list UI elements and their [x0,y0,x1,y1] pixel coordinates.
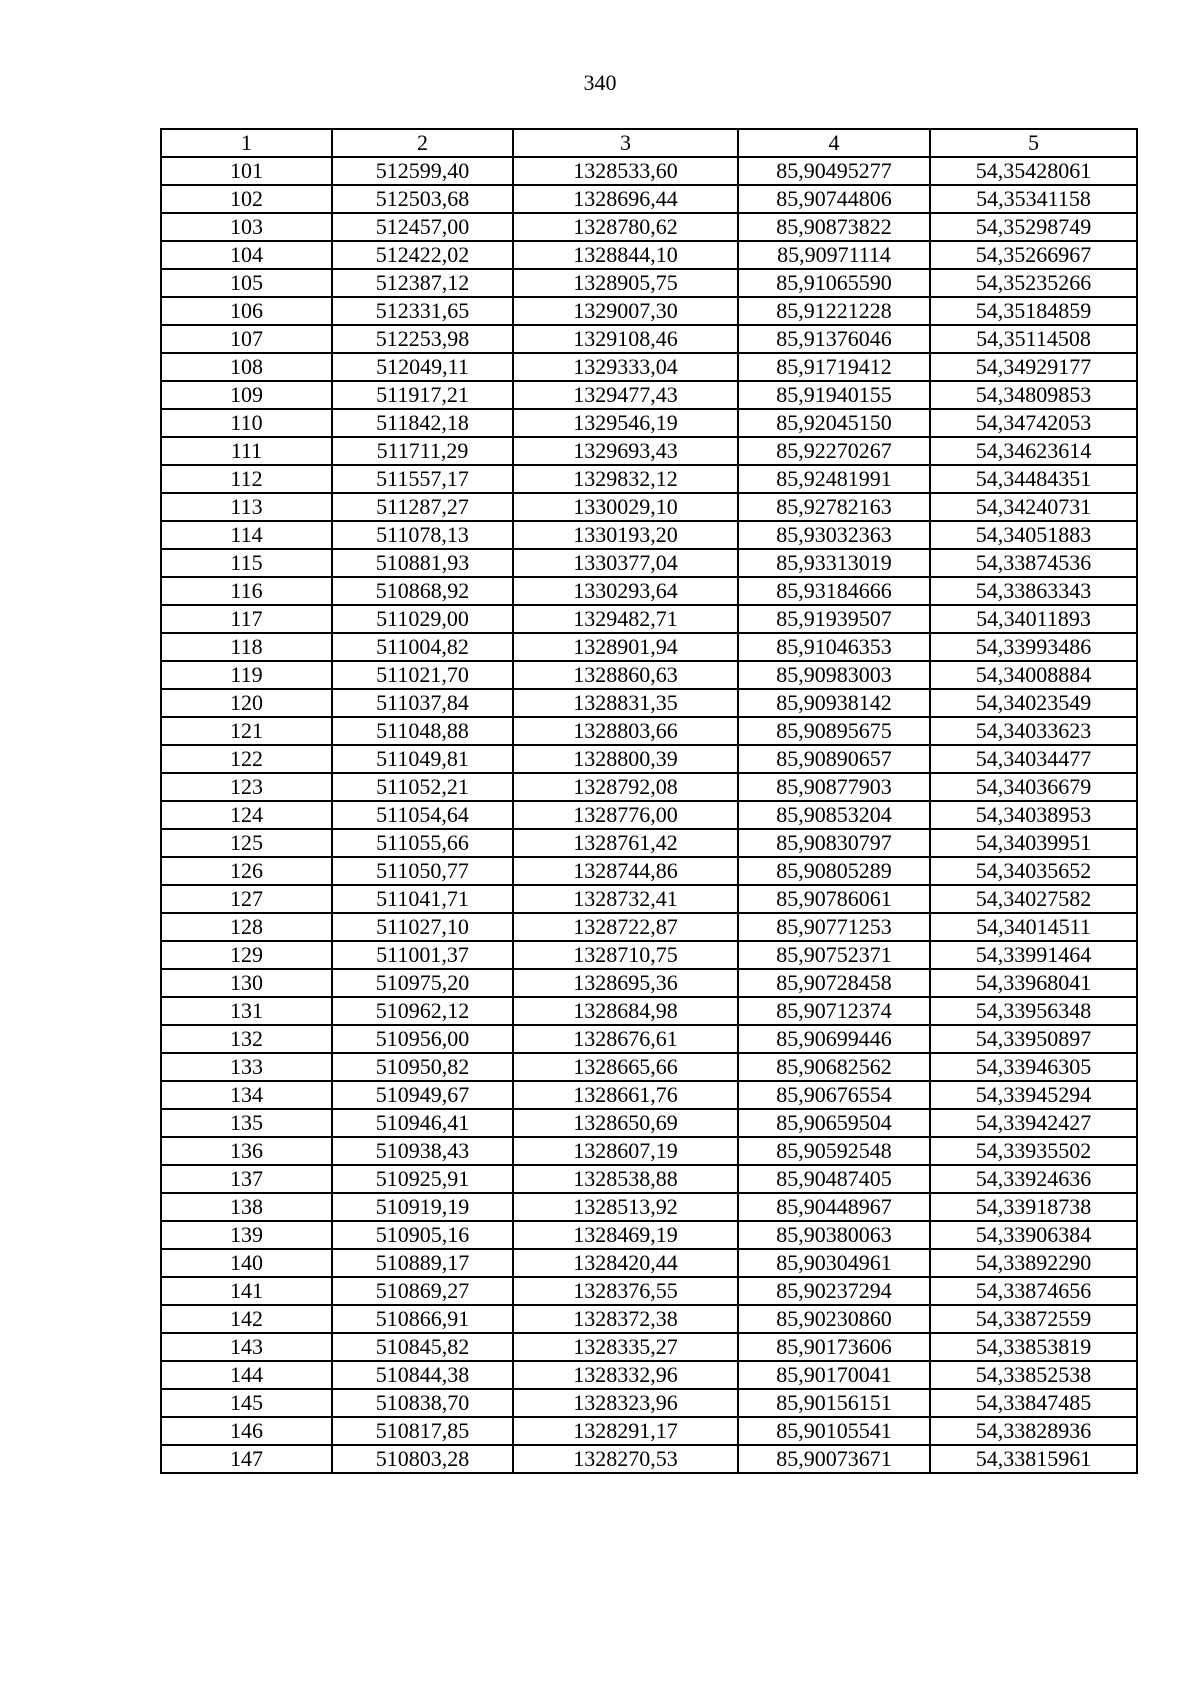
table-cell-col-1: 101 [161,157,332,185]
table-cell-col-4: 85,90073671 [738,1445,930,1473]
table-row [161,1389,1137,1417]
table-cell-col-3: 1328792,08 [513,773,738,801]
table-cell-col-2: 510889,17 [332,1249,513,1277]
table-row [161,969,1137,997]
table-cell-col-5: 54,33892290 [930,1249,1137,1277]
table-cell-col-2: 510950,82 [332,1053,513,1081]
table-cell-col-3: 1328665,66 [513,1053,738,1081]
table-row [161,745,1137,773]
table-cell-col-3: 1328469,19 [513,1221,738,1249]
table-cell-col-3: 1328744,86 [513,857,738,885]
table-cell-col-3: 1329477,43 [513,381,738,409]
table-cell-col-4: 85,90495277 [738,157,930,185]
table-cell-col-5: 54,34742053 [930,409,1137,437]
table-cell-col-4: 85,90712374 [738,997,930,1025]
table-cell-col-3: 1328695,36 [513,969,738,997]
table-cell-col-2: 512253,98 [332,325,513,353]
table-cell-col-2: 512599,40 [332,157,513,185]
table-cell-col-5: 54,35298749 [930,213,1137,241]
table-cell-col-2: 512457,00 [332,213,513,241]
table-row [161,1137,1137,1165]
table-row [161,1081,1137,1109]
table-cell-col-3: 1330293,64 [513,577,738,605]
table-cell-col-1: 146 [161,1417,332,1445]
page-number: 340 [583,70,617,95]
table-row [161,1053,1137,1081]
table-cell-col-5: 54,33874536 [930,549,1137,577]
table-cell-col-3: 1328376,55 [513,1277,738,1305]
table-cell-col-4: 85,91939507 [738,605,930,633]
table-cell-col-3: 1328901,94 [513,633,738,661]
table-cell-col-2: 512503,68 [332,185,513,213]
table-cell-col-4: 85,90873822 [738,213,930,241]
table-row [161,1305,1137,1333]
table-cell-col-1: 142 [161,1305,332,1333]
table-cell-col-2: 511078,13 [332,521,513,549]
table-cell-col-3: 1329333,04 [513,353,738,381]
table-cell-col-3: 1328780,62 [513,213,738,241]
table-cell-col-2: 510905,16 [332,1221,513,1249]
table-cell-col-2: 510845,82 [332,1333,513,1361]
table-cell-col-3: 1329482,71 [513,605,738,633]
table-cell-col-2: 511287,27 [332,493,513,521]
table-cell-col-1: 102 [161,185,332,213]
table-cell-col-4: 85,91719412 [738,353,930,381]
table-cell-col-1: 108 [161,353,332,381]
table-cell-col-2: 511021,70 [332,661,513,689]
table-cell-col-3: 1328831,35 [513,689,738,717]
table-cell-col-4: 85,93313019 [738,549,930,577]
table-row [161,241,1137,269]
table-cell-col-5: 54,34011893 [930,605,1137,633]
table-cell-col-4: 85,90659504 [738,1109,930,1137]
table-cell-col-3: 1328676,61 [513,1025,738,1053]
table-cell-col-1: 125 [161,829,332,857]
table-cell-col-5: 54,33863343 [930,577,1137,605]
table-row [161,717,1137,745]
table-cell-col-1: 122 [161,745,332,773]
table-row [161,1361,1137,1389]
table-cell-col-1: 107 [161,325,332,353]
table-row [161,493,1137,521]
table-cell-col-1: 134 [161,1081,332,1109]
table-cell-col-2: 511041,71 [332,885,513,913]
table-row [161,773,1137,801]
table-cell-col-1: 131 [161,997,332,1025]
table-cell-col-5: 54,33815961 [930,1445,1137,1473]
table-cell-col-5: 54,34034477 [930,745,1137,773]
table-cell-col-5: 54,33956348 [930,997,1137,1025]
table-cell-col-3: 1328860,63 [513,661,738,689]
table-cell-col-5: 54,35184859 [930,297,1137,325]
table-cell-col-2: 510956,00 [332,1025,513,1053]
table-cell-col-3: 1328696,44 [513,185,738,213]
table-cell-col-2: 511917,21 [332,381,513,409]
table-cell-col-3: 1328270,53 [513,1445,738,1473]
table-cell-col-3: 1328905,75 [513,269,738,297]
coordinates-table [160,128,1138,1474]
table-cell-col-1: 116 [161,577,332,605]
table-cell-col-2: 510881,93 [332,549,513,577]
table-cell-col-4: 85,90682562 [738,1053,930,1081]
table-cell-col-1: 121 [161,717,332,745]
table-row [161,325,1137,353]
table-row [161,1333,1137,1361]
table-cell-col-1: 139 [161,1221,332,1249]
table-row [161,633,1137,661]
table-row [161,801,1137,829]
table-cell-col-3: 1328607,19 [513,1137,738,1165]
table-cell-col-2: 510962,12 [332,997,513,1025]
table-cell-col-5: 54,34036679 [930,773,1137,801]
coordinates-table-body [161,129,1137,1473]
table-cell-col-4: 85,92782163 [738,493,930,521]
table-row [161,1109,1137,1137]
table-cell-col-3: 1328800,39 [513,745,738,773]
table-row [161,913,1137,941]
table-cell-col-3: 1329546,19 [513,409,738,437]
table-cell-col-5: 54,35114508 [930,325,1137,353]
table-cell-col-2: 511055,66 [332,829,513,857]
column-header-2: 2 [332,129,513,157]
table-cell-col-4: 85,90744806 [738,185,930,213]
table-cell-col-4: 85,90487405 [738,1165,930,1193]
table-row [161,185,1137,213]
table-cell-col-2: 510975,20 [332,969,513,997]
table-cell-col-1: 145 [161,1389,332,1417]
table-cell-col-2: 511049,81 [332,745,513,773]
table-cell-col-2: 511027,10 [332,913,513,941]
table-cell-col-1: 143 [161,1333,332,1361]
table-cell-col-1: 129 [161,941,332,969]
table-row [161,409,1137,437]
table-row [161,1277,1137,1305]
table-row [161,1249,1137,1277]
table-cell-col-2: 510869,27 [332,1277,513,1305]
table-row [161,605,1137,633]
table-cell-col-3: 1328420,44 [513,1249,738,1277]
table-cell-col-3: 1328710,75 [513,941,738,969]
table-cell-col-3: 1328661,76 [513,1081,738,1109]
table-row [161,1221,1137,1249]
table-cell-col-1: 140 [161,1249,332,1277]
table-row [161,1445,1137,1473]
table-cell-col-4: 85,90304961 [738,1249,930,1277]
table-cell-col-1: 132 [161,1025,332,1053]
table-cell-col-1: 127 [161,885,332,913]
table-cell-col-2: 511004,82 [332,633,513,661]
table-cell-col-2: 512331,65 [332,297,513,325]
table-cell-col-1: 112 [161,465,332,493]
table-row [161,353,1137,381]
table-cell-col-3: 1330029,10 [513,493,738,521]
table-cell-col-4: 85,91376046 [738,325,930,353]
table-row [161,997,1137,1025]
table-cell-col-5: 54,33847485 [930,1389,1137,1417]
table-cell-col-1: 120 [161,689,332,717]
table-cell-col-3: 1328722,87 [513,913,738,941]
table-cell-col-4: 85,90752371 [738,941,930,969]
table-cell-col-3: 1328761,42 [513,829,738,857]
table-cell-col-5: 54,33968041 [930,969,1137,997]
table-row [161,549,1137,577]
table-cell-col-3: 1328335,27 [513,1333,738,1361]
table-cell-col-2: 512049,11 [332,353,513,381]
table-cell-col-3: 1330193,20 [513,521,738,549]
table-cell-col-4: 85,90448967 [738,1193,930,1221]
table-row [161,521,1137,549]
table-cell-col-4: 85,90156151 [738,1389,930,1417]
table-cell-col-5: 54,35428061 [930,157,1137,185]
table-header-row [161,129,1137,157]
table-cell-col-2: 511557,17 [332,465,513,493]
table-cell-col-2: 511029,00 [332,605,513,633]
table-row [161,1417,1137,1445]
table-row [161,465,1137,493]
table-row [161,213,1137,241]
table-cell-col-1: 109 [161,381,332,409]
table-cell-col-1: 126 [161,857,332,885]
table-row [161,577,1137,605]
table-cell-col-3: 1328684,98 [513,997,738,1025]
table-row [161,689,1137,717]
table-cell-col-5: 54,34014511 [930,913,1137,941]
table-cell-col-5: 54,34929177 [930,353,1137,381]
table-cell-col-1: 110 [161,409,332,437]
table-cell-col-4: 85,91221228 [738,297,930,325]
table-cell-col-2: 511052,21 [332,773,513,801]
table-cell-col-4: 85,90805289 [738,857,930,885]
table-row [161,829,1137,857]
table-cell-col-2: 510946,41 [332,1109,513,1137]
table-cell-col-4: 85,90830797 [738,829,930,857]
table-cell-col-5: 54,34008884 [930,661,1137,689]
table-cell-col-2: 510803,28 [332,1445,513,1473]
table-row [161,857,1137,885]
table-cell-col-3: 1328323,96 [513,1389,738,1417]
table-cell-col-3: 1328332,96 [513,1361,738,1389]
table-cell-col-5: 54,33935502 [930,1137,1137,1165]
table-cell-col-4: 85,91046353 [738,633,930,661]
table-cell-col-5: 54,34033623 [930,717,1137,745]
table-cell-col-5: 54,34039951 [930,829,1137,857]
table-cell-col-3: 1328732,41 [513,885,738,913]
table-cell-col-2: 510844,38 [332,1361,513,1389]
table-cell-col-5: 54,34809853 [930,381,1137,409]
table-cell-col-5: 54,33950897 [930,1025,1137,1053]
table-cell-col-5: 54,34023549 [930,689,1137,717]
table-cell-col-4: 85,90853204 [738,801,930,829]
table-cell-col-4: 85,90105541 [738,1417,930,1445]
table-cell-col-2: 510817,85 [332,1417,513,1445]
table-cell-col-4: 85,90676554 [738,1081,930,1109]
table-cell-col-2: 510868,92 [332,577,513,605]
table-cell-col-4: 85,90983003 [738,661,930,689]
table-cell-col-3: 1328291,17 [513,1417,738,1445]
table-cell-col-3: 1329108,46 [513,325,738,353]
table-cell-col-4: 85,90877903 [738,773,930,801]
table-cell-col-5: 54,33991464 [930,941,1137,969]
table-cell-col-5: 54,34484351 [930,465,1137,493]
table-cell-col-2: 511842,18 [332,409,513,437]
table-cell-col-2: 510938,43 [332,1137,513,1165]
table-cell-col-4: 85,93184666 [738,577,930,605]
table-cell-col-1: 114 [161,521,332,549]
table-cell-col-4: 85,90230860 [738,1305,930,1333]
table-cell-col-5: 54,33918738 [930,1193,1137,1221]
table-cell-col-5: 54,33828936 [930,1417,1137,1445]
table-cell-col-4: 85,90170041 [738,1361,930,1389]
table-cell-col-1: 111 [161,437,332,465]
table-row [161,297,1137,325]
table-cell-col-4: 85,93032363 [738,521,930,549]
table-row [161,1025,1137,1053]
table-cell-col-1: 130 [161,969,332,997]
table-cell-col-5: 54,34038953 [930,801,1137,829]
table-cell-col-3: 1328538,88 [513,1165,738,1193]
table-cell-col-1: 128 [161,913,332,941]
table-cell-col-1: 141 [161,1277,332,1305]
table-cell-col-5: 54,34240731 [930,493,1137,521]
table-cell-col-5: 54,34035652 [930,857,1137,885]
table-cell-col-5: 54,35266967 [930,241,1137,269]
table-cell-col-3: 1328776,00 [513,801,738,829]
table-row [161,157,1137,185]
table-row [161,1193,1137,1221]
table-row [161,381,1137,409]
column-header-5: 5 [930,129,1137,157]
table-cell-col-1: 118 [161,633,332,661]
table-cell-col-1: 124 [161,801,332,829]
table-cell-col-4: 85,91940155 [738,381,930,409]
table-cell-col-3: 1328513,92 [513,1193,738,1221]
table-cell-col-2: 510838,70 [332,1389,513,1417]
table-cell-col-4: 85,90786061 [738,885,930,913]
table-row [161,437,1137,465]
table-row [161,941,1137,969]
table-cell-col-4: 85,90237294 [738,1277,930,1305]
table-cell-col-1: 144 [161,1361,332,1389]
table-cell-col-4: 85,90971114 [738,241,930,269]
table-cell-col-1: 104 [161,241,332,269]
table-cell-col-1: 117 [161,605,332,633]
table-cell-col-5: 54,33924636 [930,1165,1137,1193]
table-cell-col-4: 85,90592548 [738,1137,930,1165]
table-cell-col-2: 511711,29 [332,437,513,465]
table-cell-col-2: 511037,84 [332,689,513,717]
table-cell-col-1: 105 [161,269,332,297]
table-cell-col-4: 85,90771253 [738,913,930,941]
table-cell-col-4: 85,92045150 [738,409,930,437]
table-cell-col-5: 54,35341158 [930,185,1137,213]
table-cell-col-1: 133 [161,1053,332,1081]
table-cell-col-3: 1330377,04 [513,549,738,577]
table-cell-col-1: 123 [161,773,332,801]
table-cell-col-2: 512422,02 [332,241,513,269]
table-cell-col-1: 136 [161,1137,332,1165]
table-cell-col-4: 85,90380063 [738,1221,930,1249]
table-cell-col-1: 119 [161,661,332,689]
table-cell-col-5: 54,34623614 [930,437,1137,465]
table-cell-col-3: 1328844,10 [513,241,738,269]
table-cell-col-1: 113 [161,493,332,521]
table-cell-col-5: 54,33945294 [930,1081,1137,1109]
table-cell-col-4: 85,90728458 [738,969,930,997]
table-cell-col-4: 85,90895675 [738,717,930,745]
table-cell-col-3: 1328533,60 [513,157,738,185]
table-cell-col-5: 54,33993486 [930,633,1137,661]
table-cell-col-3: 1329693,43 [513,437,738,465]
table-cell-col-2: 510949,67 [332,1081,513,1109]
table-cell-col-5: 54,34051883 [930,521,1137,549]
table-cell-col-2: 511050,77 [332,857,513,885]
table-cell-col-1: 138 [161,1193,332,1221]
table-cell-col-5: 54,33942427 [930,1109,1137,1137]
table-cell-col-3: 1328650,69 [513,1109,738,1137]
table-cell-col-5: 54,33852538 [930,1361,1137,1389]
table-row [161,269,1137,297]
table-cell-col-5: 54,33872559 [930,1305,1137,1333]
table-cell-col-1: 137 [161,1165,332,1193]
column-header-3: 3 [513,129,738,157]
table-cell-col-2: 511054,64 [332,801,513,829]
table-cell-col-2: 510925,91 [332,1165,513,1193]
table-cell-col-3: 1328803,66 [513,717,738,745]
table-cell-col-5: 54,33853819 [930,1333,1137,1361]
table-cell-col-5: 54,33874656 [930,1277,1137,1305]
table-cell-col-5: 54,35235266 [930,269,1137,297]
table-cell-col-1: 106 [161,297,332,325]
table-cell-col-4: 85,92481991 [738,465,930,493]
table-cell-col-1: 115 [161,549,332,577]
table-cell-col-4: 85,91065590 [738,269,930,297]
table-row [161,885,1137,913]
table-cell-col-2: 510866,91 [332,1305,513,1333]
table-cell-col-4: 85,90173606 [738,1333,930,1361]
table-cell-col-3: 1329007,30 [513,297,738,325]
column-header-4: 4 [738,129,930,157]
table-cell-col-1: 103 [161,213,332,241]
table-cell-col-1: 135 [161,1109,332,1137]
table-cell-col-4: 85,90699446 [738,1025,930,1053]
table-cell-col-5: 54,33906384 [930,1221,1137,1249]
table-cell-col-4: 85,90890657 [738,745,930,773]
table-cell-col-2: 510919,19 [332,1193,513,1221]
column-header-1: 1 [161,129,332,157]
table-cell-col-5: 54,34027582 [930,885,1137,913]
table-cell-col-2: 511048,88 [332,717,513,745]
table-row [161,661,1137,689]
table-cell-col-4: 85,90938142 [738,689,930,717]
table-cell-col-2: 512387,12 [332,269,513,297]
table-cell-col-4: 85,92270267 [738,437,930,465]
table-cell-col-1: 147 [161,1445,332,1473]
table-cell-col-2: 511001,37 [332,941,513,969]
table-cell-col-3: 1329832,12 [513,465,738,493]
table-row [161,1165,1137,1193]
table-cell-col-5: 54,33946305 [930,1053,1137,1081]
table-cell-col-3: 1328372,38 [513,1305,738,1333]
